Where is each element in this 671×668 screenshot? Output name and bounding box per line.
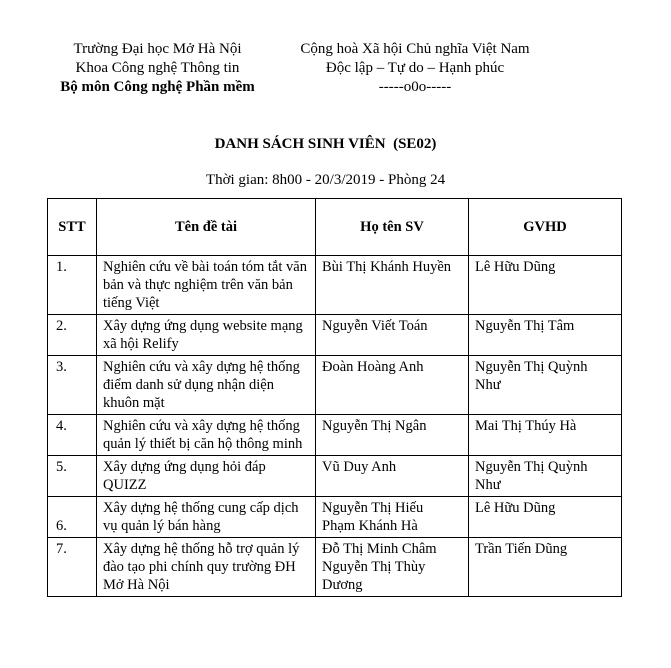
table-row [48,538,622,597]
column-header-topic: Tên đề tài [97,199,316,256]
column-header-stt: STT [48,199,97,256]
row-number: 2. [48,315,97,356]
row-number: 3. [48,356,97,415]
student-name: Nguyễn Thị Hiếu [322,500,424,516]
student-cell [316,415,469,456]
table-row [48,315,622,356]
student-cell [316,315,469,356]
table-header-row [48,199,622,256]
column-header-advisor: GVHD [469,199,622,256]
header-divider: -----o0o----- [378,79,452,95]
table-row [48,415,622,456]
student-name: Đỗ Thị Minh Châm [322,541,437,557]
advisor-cell: Lê Hữu Dũng [469,497,622,538]
student-cell [316,256,469,315]
national-motto: Độc lập – Tự do – Hạnh phúc [325,60,505,76]
table-row [48,256,622,315]
student-name: Nguyễn Thị Ngân [322,418,427,434]
department-name: Bộ môn Công nghệ Phần mềm [60,79,255,95]
advisor-cell: Lê Hữu Dũng [469,256,622,315]
student-name: Nguyễn Thị Thùy Dương [322,559,426,593]
student-cell [316,456,469,497]
institution-header [30,40,285,97]
country-name: Cộng hoà Xã hội Chủ nghĩa Việt Nam [300,41,530,57]
advisor-cell: Nguyễn Thị Quỳnh Như [469,356,622,415]
document-subtitle: Thời gian: 8h00 - 20/3/2019 - Phòng 24 [205,172,446,188]
student-cell [316,538,469,597]
student-name: Đoàn Hoàng Anh [322,359,424,375]
advisor-cell: Nguyễn Thị Tâm [469,315,622,356]
table-row [48,456,622,497]
national-motto-header [275,40,555,97]
topic-cell: Nghiên cứu và xây dựng hệ thống điểm danh sử dụng nhận diện khuôn mặt [97,356,316,415]
student-list-table [47,198,622,597]
row-number: 7. [48,538,97,597]
topic-cell: Xây dựng ứng dụng hỏi đáp QUIZZ [97,456,316,497]
row-number: 4. [48,415,97,456]
faculty-name: Khoa Công nghệ Thông tin [75,60,240,76]
advisor-cell: Nguyễn Thị Quỳnh Như [469,456,622,497]
topic-cell: Xây dựng ứng dụng website mạng xã hội Relify [97,315,316,356]
topic-cell: Xây dựng hệ thống cung cấp dịch vụ quản lý bán hàng [97,497,316,538]
advisor-cell: Mai Thị Thúy Hà [469,415,622,456]
student-cell [316,356,469,415]
advisor-cell: Trần Tiến Dũng [469,538,622,597]
row-number: 5. [48,456,97,497]
table-row [48,497,622,538]
student-name: Nguyễn Viết Toán [322,318,428,334]
topic-cell: Nghiên cứu và xây dựng hệ thống quản lý thiết bị căn hộ thông minh [97,415,316,456]
column-header-student: Họ tên SV [316,199,469,256]
row-number: 6. [48,497,97,538]
topic-cell: Xây dựng hệ thống hỗ trợ quản lý đào tạo phi chính quy trường ĐH Mở Hà Nội [97,538,316,597]
student-name: Phạm Khánh Hà [322,518,418,534]
row-number: 1. [48,256,97,315]
topic-cell: Nghiên cứu về bài toán tóm tắt văn bản và thực nghiệm trên văn bản tiếng Việt [97,256,316,315]
student-name: Bùi Thị Khánh Huyền [322,259,452,275]
document-title: DANH SÁCH SINH VIÊN (SE02) [214,136,437,152]
student-name: Vũ Duy Anh [322,459,397,475]
table-row [48,356,622,415]
university-name: Trường Đại học Mở Hà Nội [73,41,242,57]
student-cell [316,497,469,538]
